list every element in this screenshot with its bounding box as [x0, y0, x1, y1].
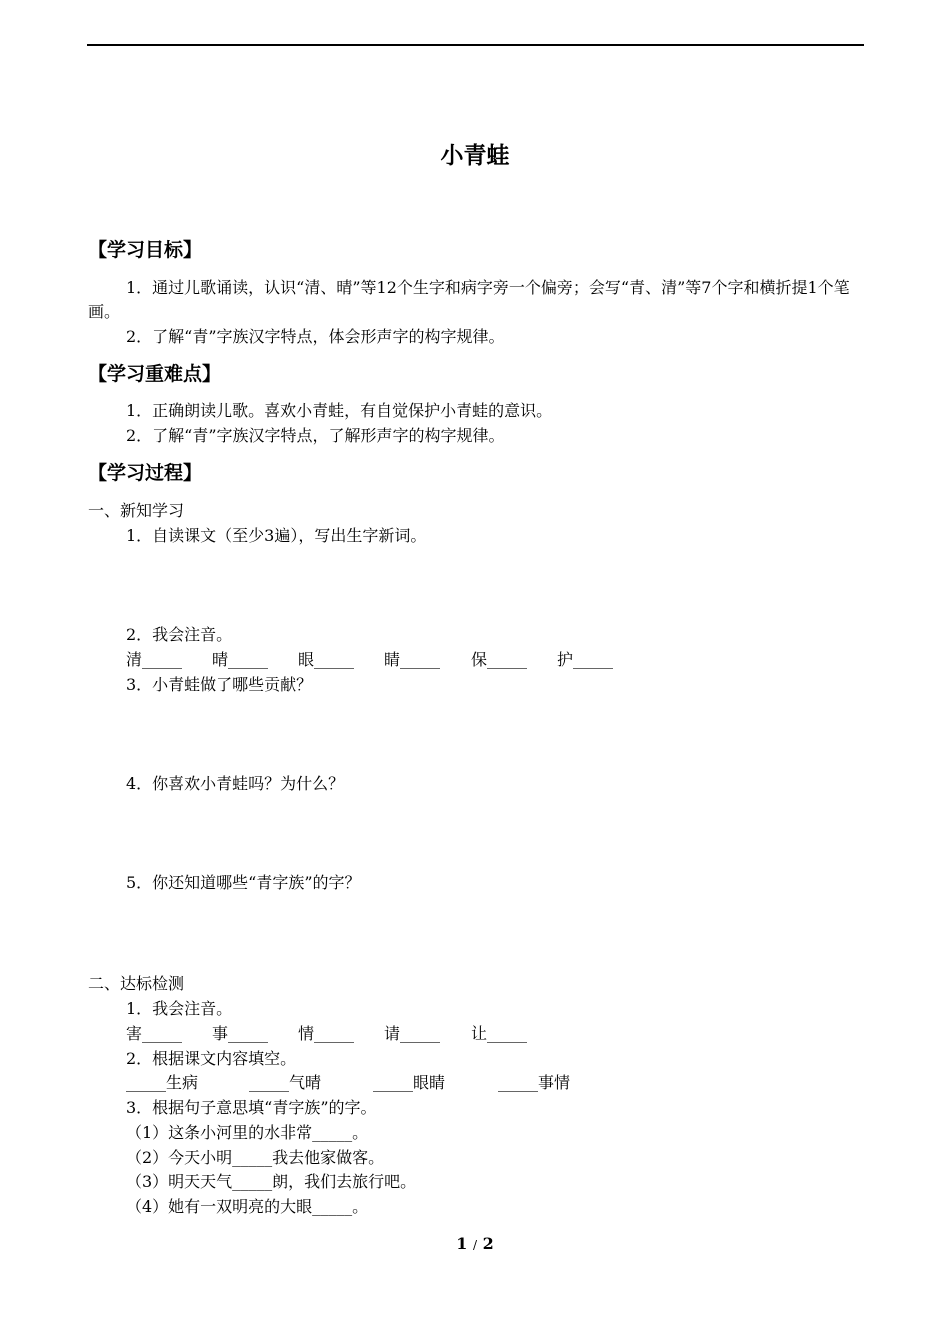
page-title: 小青蛙	[440, 143, 510, 169]
part2-question: 3．根据句子意思填“青字族”的字。	[126, 1098, 377, 1117]
header-rule	[87, 44, 864, 46]
part2-question: 1．我会注音。	[126, 999, 233, 1018]
part2-label: 二、达标检测	[88, 974, 185, 993]
fill-blank-item: _____眼睛	[373, 1073, 446, 1092]
pinyin-fill-item: 情_____	[298, 1024, 355, 1043]
sentence-fill-item: （3）明天天气_____朗，我们去旅行吧。	[126, 1172, 417, 1191]
part1-question: 1．自读课文（至少3遍），写出生字新词。	[126, 526, 427, 545]
part1-question: 5．你还知道哪些“青字族”的字？	[126, 873, 361, 892]
pinyin-fill-item: 害_____	[126, 1024, 183, 1043]
fill-blank-item: _____气晴	[249, 1073, 322, 1092]
pinyin-fill-item: 请_____	[384, 1024, 441, 1043]
part1-label: 一、新知学习	[88, 501, 185, 520]
page-total: 2	[482, 1234, 494, 1253]
goal-item: 1．通过儿歌诵读，认识“清、晴”等12个生字和病字旁一个偏旁；会写“青、清”等7个字和横折提1个笔画。	[88, 278, 850, 321]
sentence-fill-item: （2）今天小明_____我去他家做客。	[126, 1148, 385, 1167]
fill-blank-item: _____事情	[498, 1073, 571, 1092]
part2-question: 2．根据课文内容填空。	[126, 1049, 297, 1068]
page-separator: /	[472, 1238, 478, 1252]
goals-heading: 【学习目标】	[88, 239, 203, 261]
process-heading: 【学习过程】	[88, 462, 203, 484]
pinyin-fill-item: 清_____	[126, 650, 183, 669]
sentence-fill-item: （1）这条小河里的水非常_____。	[126, 1123, 369, 1142]
part1-question: 2．我会注音。	[126, 625, 233, 644]
pinyin-fill-item: 睛_____	[384, 650, 441, 669]
pinyin-fill-item: 护_____	[557, 650, 614, 669]
part1-question: 4．你喜欢小青蛙吗？为什么？	[126, 774, 345, 793]
pinyin-fill-item: 眼_____	[298, 650, 355, 669]
pinyin-fill-item: 保_____	[471, 650, 528, 669]
key-points-heading: 【学习重难点】	[88, 363, 222, 385]
sentence-fill-item: （4）她有一双明亮的大眼_____。	[126, 1197, 369, 1216]
goal-item: 2．了解“青”字族汉字特点，体会形声字的构字规律。	[126, 327, 505, 346]
page-current: 1	[456, 1234, 468, 1253]
key-point-item: 1．正确朗读儿歌。喜欢小青蛙，有自觉保护小青蛙的意识。	[126, 401, 553, 420]
part1-question: 3．小青蛙做了哪些贡献？	[126, 675, 313, 694]
pinyin-fill-item: 让_____	[471, 1024, 528, 1043]
key-point-item: 2．了解“青”字族汉字特点，了解形声字的构字规律。	[126, 426, 505, 445]
fill-blank-item: _____生病	[126, 1073, 199, 1092]
page-number	[0, 1234, 950, 1253]
pinyin-fill-item: 晴_____	[212, 650, 269, 669]
pinyin-fill-item: 事_____	[212, 1024, 269, 1043]
